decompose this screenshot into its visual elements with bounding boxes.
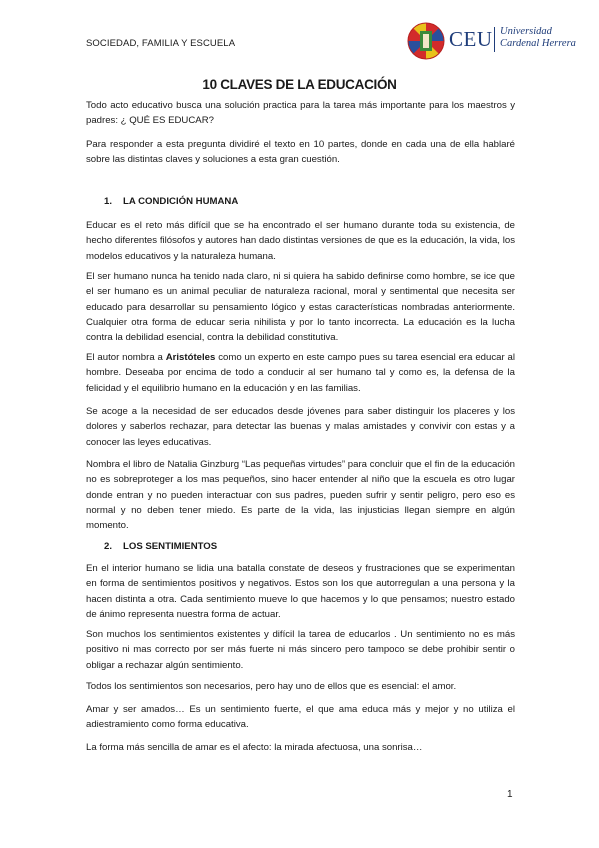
university-shield-icon xyxy=(406,21,446,61)
section-number: 1. xyxy=(104,196,113,207)
section-number: 2. xyxy=(104,541,113,552)
intro-paragraph-1: Todo acto educativo busca una solución practica para la tarea más importante para los maestros y padres: ¿ QUÉ ES EDUCAR? xyxy=(86,100,515,127)
header-title: SOCIEDAD, FAMILIA Y ESCUELA xyxy=(86,38,236,49)
document-title: 10 CLAVES DE LA EDUCACIÓN xyxy=(202,77,397,92)
author-name: Aristóteles xyxy=(165,352,216,363)
section-title: LOS SENTIMIENTOS xyxy=(123,541,218,552)
paragraph: En el interior humano se lidia una batalla constate de deseos y frustraciones que se experimentan en forma de sentimientos positivos y negativos. Estos son los que autorregulan a una persona y la hacen distinta a otra. Cada sentimiento mueve lo que hacemos y lo que pensamos; nuestro estado de ánimo representa nuestra forma de actuar. xyxy=(86,563,515,620)
section-heading-2 xyxy=(104,541,217,552)
section-title: LA CONDICIÓN HUMANA xyxy=(123,196,239,207)
logo-abbreviation: CEU xyxy=(449,27,493,51)
intro-paragraph-2: Para responder a esta pregunta dividiré el texto en 10 partes, donde en cada una de ella hablaré sobre las distintas claves y soluciones a esta gran cuestión. xyxy=(86,139,515,166)
logo-university-name: Universidad Cardenal Herrera xyxy=(500,26,576,49)
paragraph: Nombra el libro de Natalia Ginzburg “Las pequeñas virtudes” para concluir que el fin de la educación no es sobreproteger a los mas pequeños, sino hacer entender al niño que la escuela es otro lugar donde entran y no pueden interactuar con sus padres, pueden sufrir y sentir peligro, pero eso es normal y no deben tener miedo. Es parte de la vida, las injusticias llegan siempre en algún momento. xyxy=(86,459,515,532)
paragraph: Amar y ser amados… Es un sentimiento fuerte, el que ama educa más y mejor y no utiliza el adiestramiento como forma educativa. xyxy=(86,704,515,731)
paragraph: Se acoge a la necesidad de ser educados desde jóvenes para saber distinguir los placeres y los dolores y saberlos rechazar, para detectar las buenas y malas amistades y convivir con estas y a conocer las leyes educativas. xyxy=(86,406,515,448)
page-number: 1 xyxy=(507,789,513,800)
logo-divider xyxy=(494,27,495,52)
section-heading-1 xyxy=(104,196,238,207)
paragraph: Son muchos los sentimientos existentes y difícil la tarea de educarlos . Un sentimiento no es más positivo ni mas correcto por ser más fuerte ni más sincero pero tampoco se debe prohibir sentir o obligar a rechazar algún sentimiento. xyxy=(86,629,515,671)
paragraph: Educar es el reto más difícil que se ha encontrado el ser humano durante toda su existencia, de hecho diferentes filósofos y autores han dado distintas versiones de que es la educación, la vida, los modelos educativos y la naturaleza humana. xyxy=(86,220,515,262)
paragraph: Todos los sentimientos son necesarios, pero hay uno de ellos que es esencial: el amor. xyxy=(86,681,457,692)
paragraph: El autor nombra a Aristóteles como un experto en este campo pues su tarea esencial era educar al hombre. Deseaba por encima de todo a conducir al ser humano tal y como es, la defensa de la felicidad y el equilibrio humano en la educación y en las familias. xyxy=(86,352,515,394)
university-logo xyxy=(406,18,576,62)
paragraph: El ser humano nunca ha tenido nada claro, ni si quiera ha sabido definirse como hombre, se ice que el ser humano es un animal peculiar de naturaleza racional, moral y sentimental que necesita ser educado para desarrollar su pensamiento lógico y estas características nombradas anteriormente. Cualquier otra forma de educar seria nihilista y por lo tanto incorrecta. La educación es la lucha contra la debilidad esencial, contra la debilidad constitutiva. xyxy=(86,271,515,344)
paragraph: La forma más sencilla de amar es el afecto: la mirada afectuosa, una sonrisa… xyxy=(86,742,423,753)
